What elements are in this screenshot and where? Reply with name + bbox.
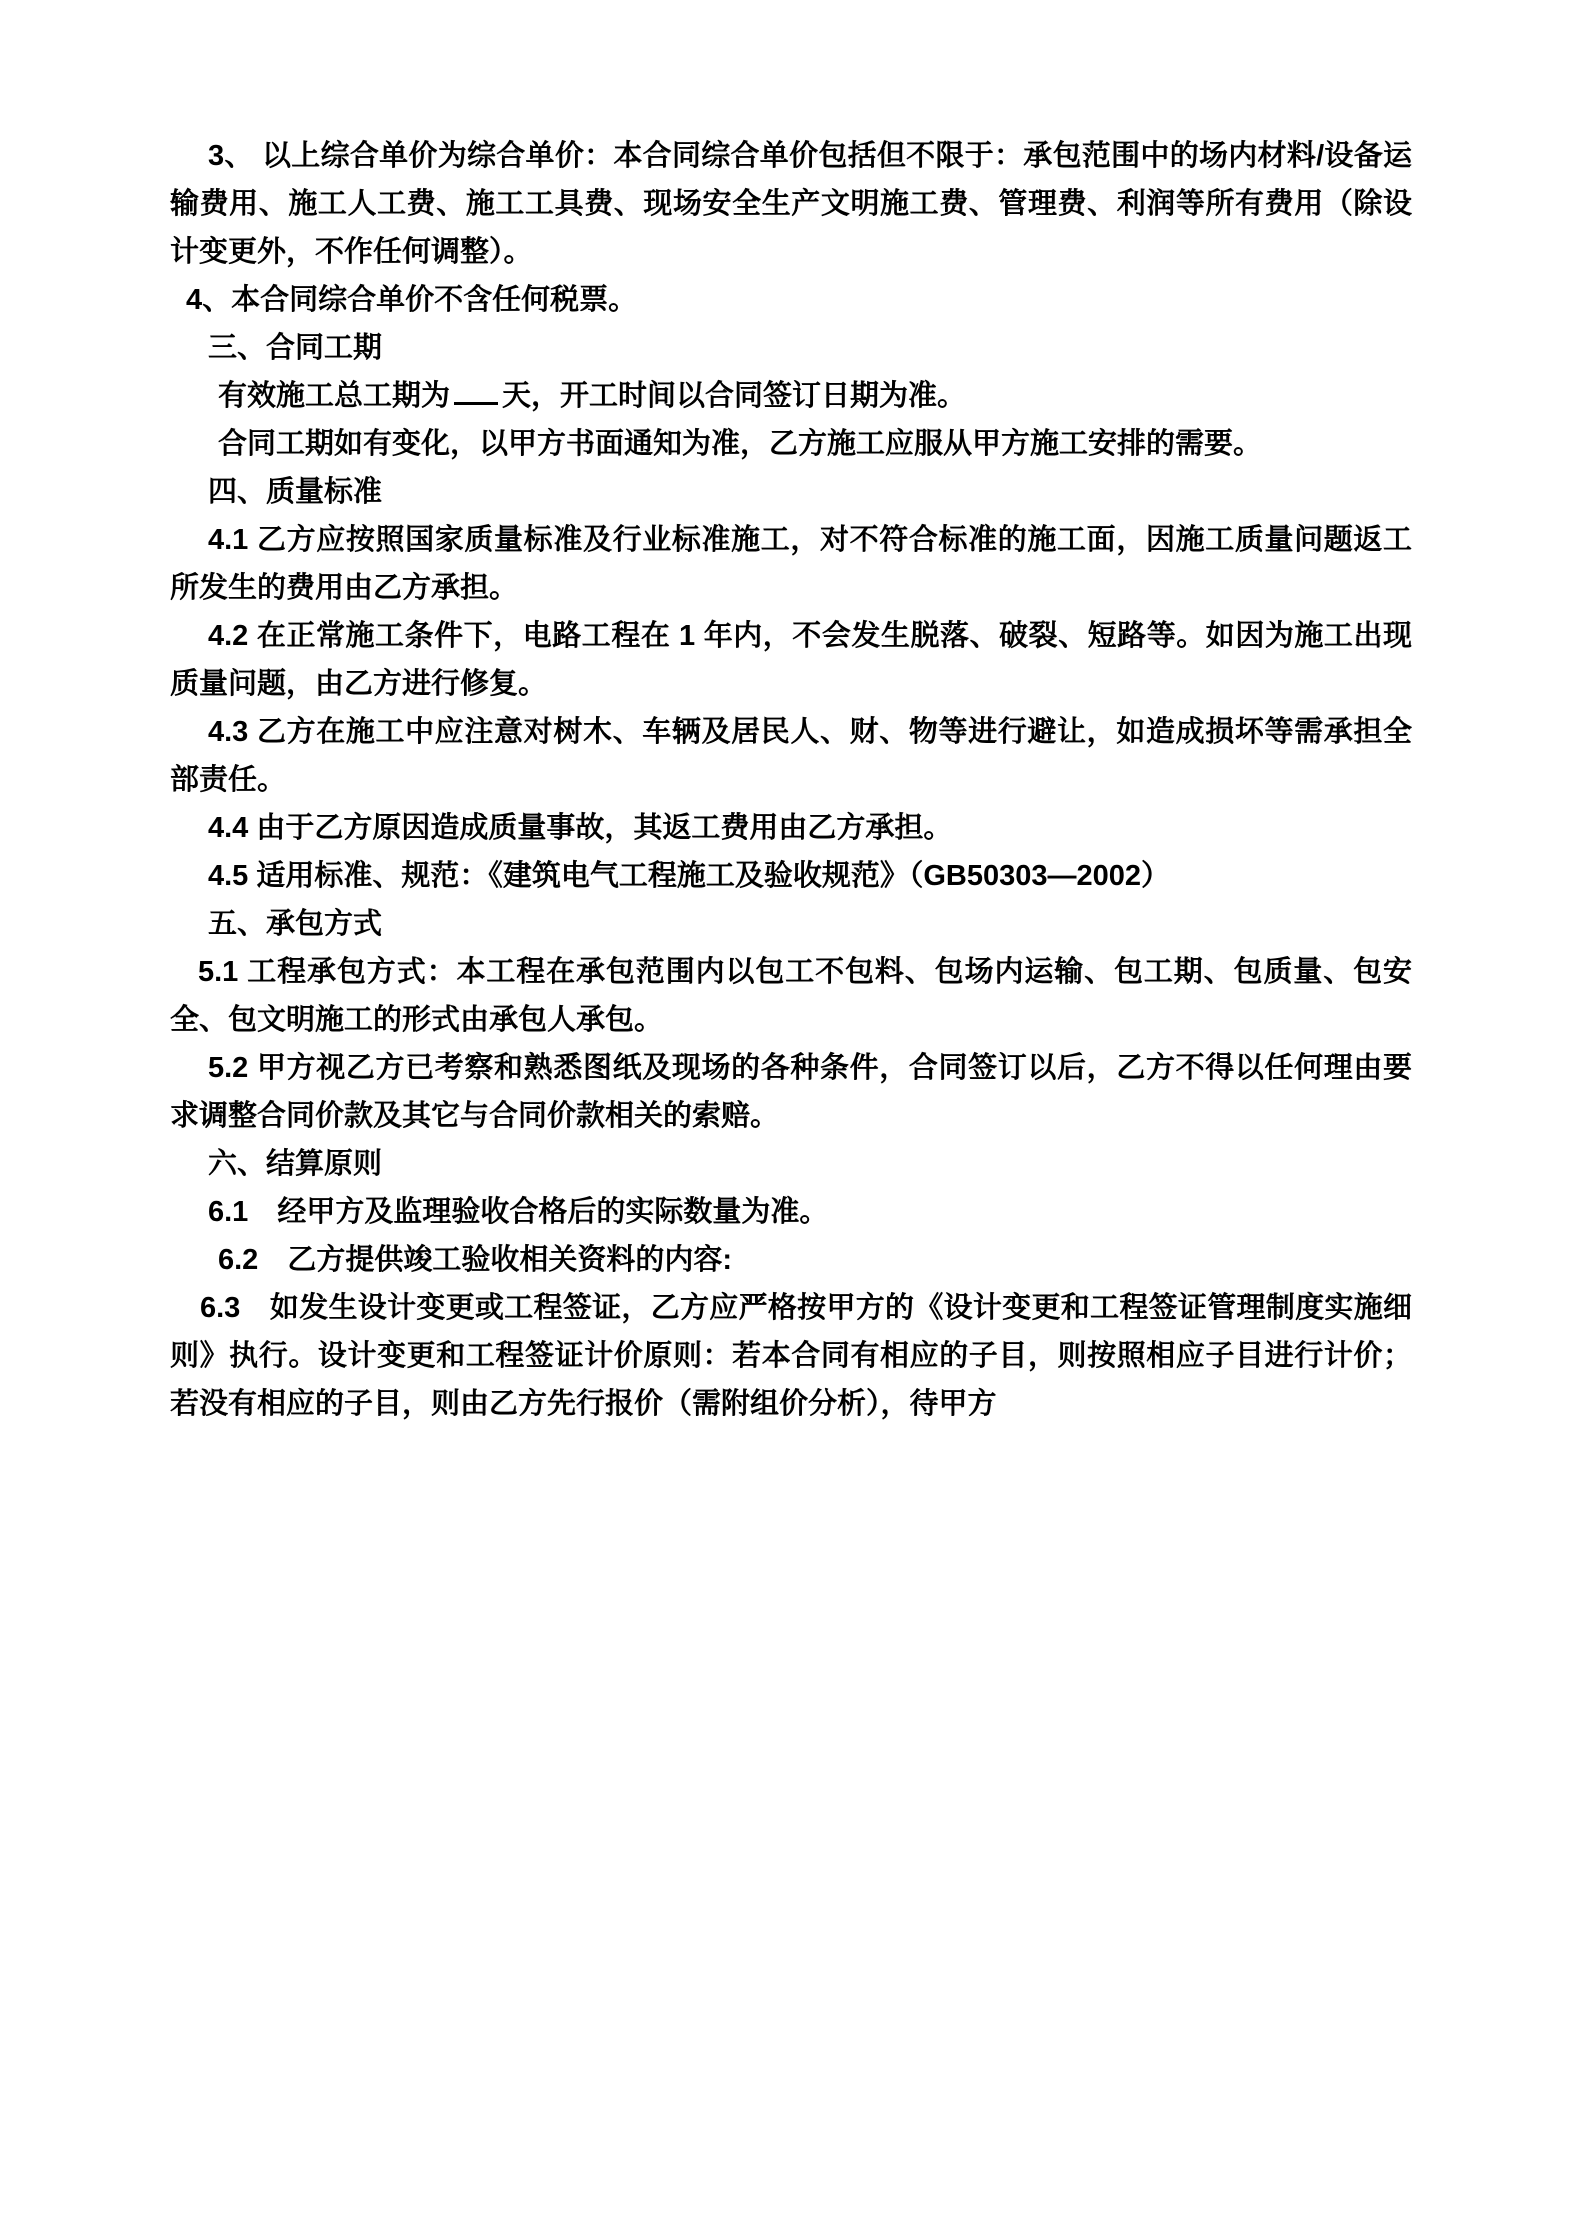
clause-3-unit-price-scope: 3、 以上综合单价为综合单价：本合同综合单价包括但不限于：承包范围中的场内材料/设备运输费用、施工人工费、施工工具费、现场安全生产文明施工费、管理费、利润等所有费用（除设计变更外，不作任何调整）。 (170, 140, 1412, 268)
clause-5-2-no-price-adjustment: 5.2 甲方视乙方已考察和熟悉图纸及现场的各种条件，合同签订以后，乙方不得以任何理由要求调整合同价款及其它与合同价款相关的索赔。 (170, 1052, 1412, 1132)
clause-duration-change: 合同工期如有变化，以甲方书面通知为准，乙方施工应服从甲方施工安排的需要。 (218, 428, 1263, 460)
section-heading-settlement-principle: 六、结算原则 (208, 1148, 383, 1180)
clause-4-3-avoid-damage: 4.3 乙方在施工中应注意对树木、车辆及居民人、财、物等进行避让，如造成损坏等需承担全部责任。 (170, 716, 1412, 796)
clause-4-2-warranty: 4.2 在正常施工条件下，电路工程在 1 年内，不会发生脱落、破裂、短路等。如因为施工出现质量问题，由乙方进行修复。 (170, 620, 1412, 700)
section-heading-contract-period: 三、合同工期 (208, 332, 383, 364)
duration-text-suffix: 天，开工时间以合同签订日期为准。 (502, 380, 967, 412)
section-heading-contracting-method: 五、承包方式 (208, 908, 383, 940)
clause-4-tax-exclusion: 4、本合同综合单价不含任何税票。 (186, 284, 638, 316)
clause-4-4-quality-accident: 4.4 由于乙方原因造成质量事故，其返工费用由乙方承担。 (208, 812, 953, 844)
section-heading-quality-standard: 四、质量标准 (208, 476, 383, 508)
clause-4-1-quality-rework: 4.1 乙方应按照国家质量标准及行业标准施工，对不符合标准的施工面，因施工质量问题返工所发生的费用由乙方承担。 (170, 524, 1412, 604)
clause-construction-duration (170, 372, 1412, 420)
clause-6-2-completion-documents: 6.2 乙方提供竣工验收相关资料的内容: (218, 1244, 732, 1276)
blank-days-field (454, 402, 498, 405)
duration-text-prefix: 有效施工总工期为 (218, 380, 451, 412)
clause-6-1-accepted-quantity: 6.1 经甲方及监理验收合格后的实际数量为准。 (208, 1196, 829, 1228)
clause-6-3-design-change-pricing: 6.3 如发生设计变更或工程签证，乙方应严格按甲方的《设计变更和工程签证管理制度实施细则》执行。设计变更和工程签证计价原则：若本合同有相应的子目，则按照相应子目进行计价；若没有相应的子目，则由乙方先行报价（需附组价分析），待甲方 (170, 1292, 1412, 1420)
clause-5-1-contracting-form: 5.1 工程承包方式：本工程在承包范围内以包工不包料、包场内运输、包工期、包质量、包安全、包文明施工的形式由承包人承包。 (170, 956, 1412, 1036)
clause-4-5-applicable-standard: 4.5 适用标准、规范：《建筑电气工程施工及验收规范》（GB50303—2002） (208, 860, 1171, 892)
contract-body (170, 132, 1412, 1428)
